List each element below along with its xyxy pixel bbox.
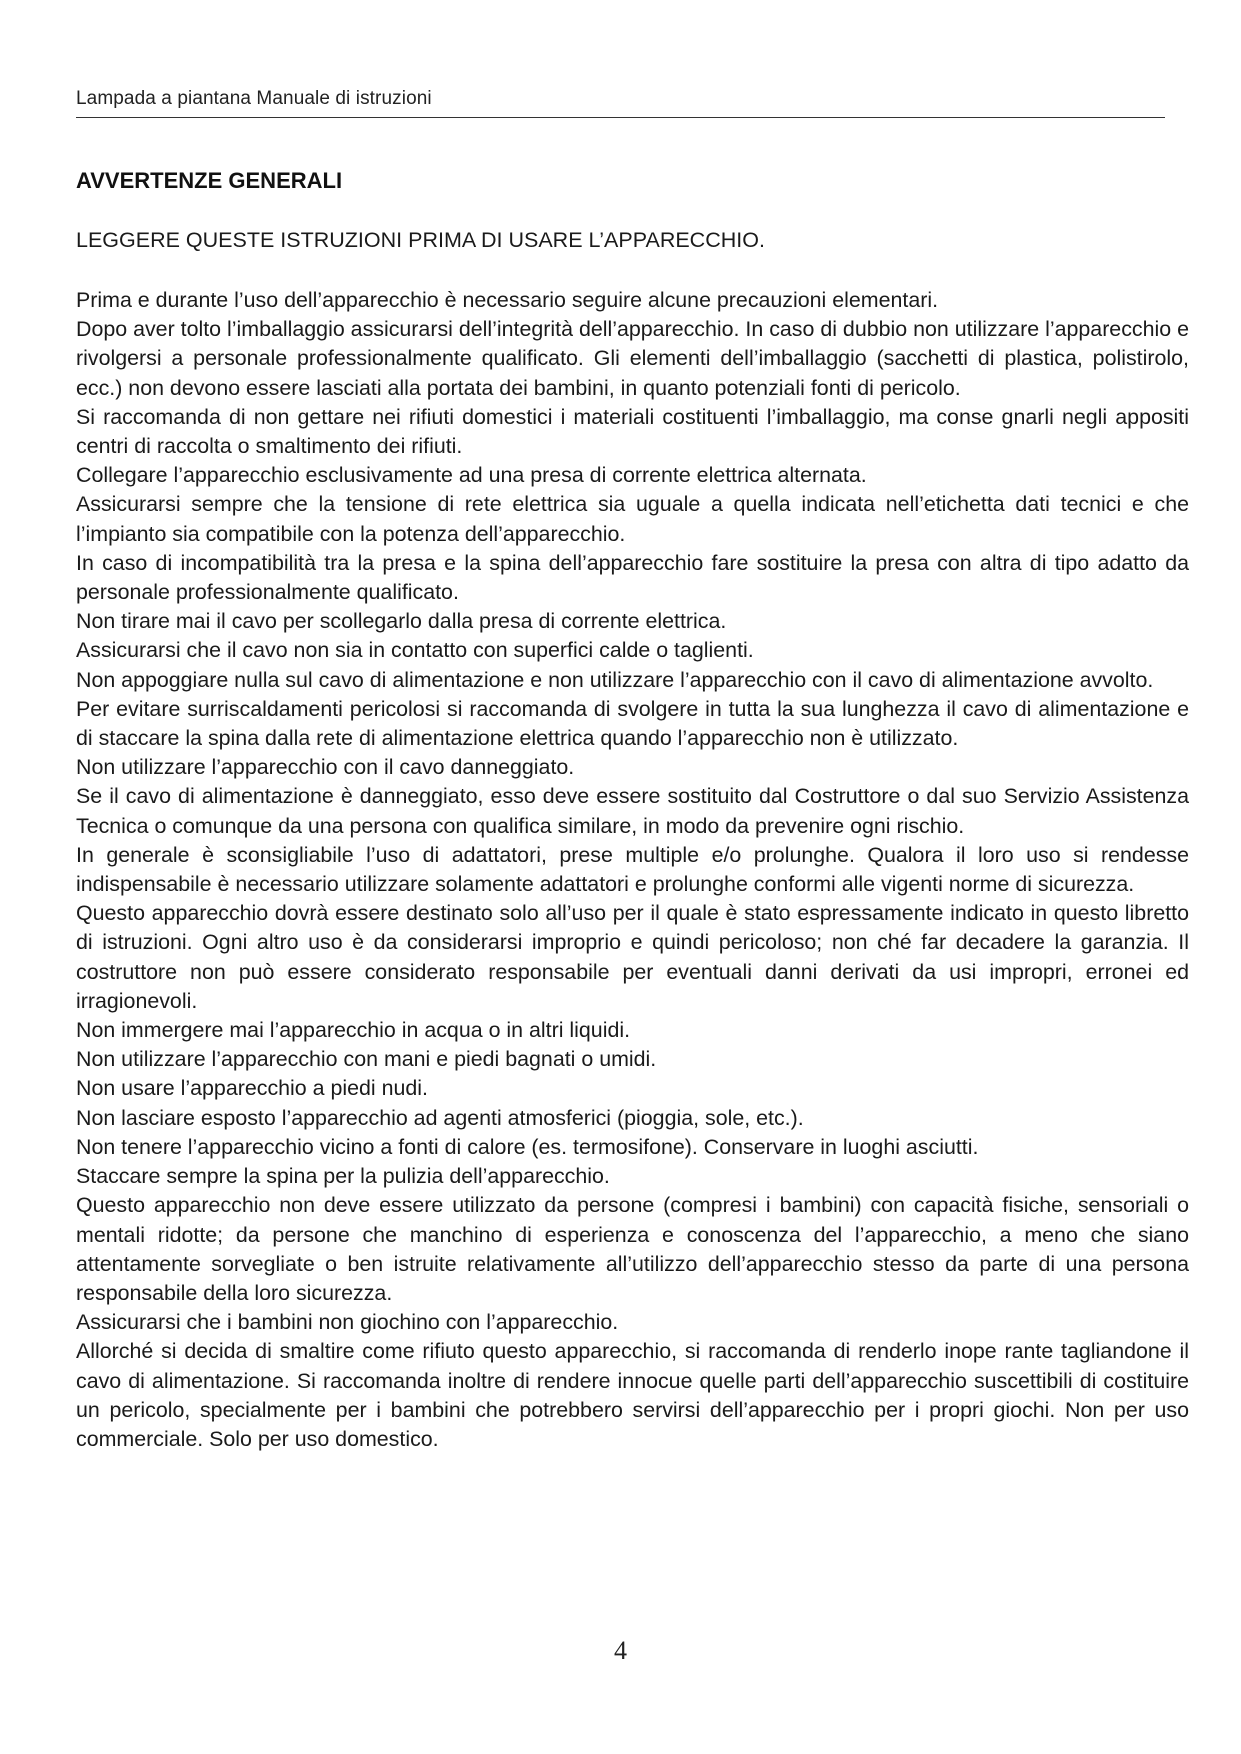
paragraph: Prima e durante l’uso dell’apparecchio è necessario seguire alcune precauzioni elementari. bbox=[76, 288, 939, 312]
paragraph: Per evitare surriscaldamenti pericolosi si raccomanda di svolgere in tutta la sua lunghezza il cavo di alimentazione e di staccare la spina dalla rete di alimentazione elettrica quando l’apparecchio non è utilizzato. bbox=[76, 696, 1189, 751]
paragraph: Staccare sempre la spina per la pulizia dell’apparecchio. bbox=[76, 1164, 610, 1189]
paragraph: In caso di incompatibilità tra la presa e la spina dell’apparecchio fare sostituire la presa con altra di tipo adatto da personale professionalmente qualificato. bbox=[76, 550, 1189, 605]
paragraph: Questo apparecchio non deve essere utilizzato da persone (compresi i bambini) con capacità fisiche, sensoriali o mentali ridotte; da persone che manchino di esperienza e conoscenza del l’apparecchio, a meno che siano attentamente sorvegliate o ben istruite relativamente all’utilizzo dell’apparecchio stesso da parte di una persona responsabile della loro sicurezza. bbox=[76, 1193, 1189, 1305]
paragraph: Non utilizzare l’apparecchio con il cavo danneggiato. bbox=[76, 755, 575, 780]
paragraph: In generale è sconsigliabile l’uso di adattatori, prese multiple e/o prolunghe. Qualora il loro uso si rendesse indispensabile è necessario utilizzare solamente adattatori e prolunghe conformi alle vigenti norme di sicurezza. bbox=[76, 842, 1189, 897]
warnings-body bbox=[76, 286, 1189, 1454]
paragraph: Collegare l’apparecchio esclusivamente ad una presa di corrente elettrica alternata. bbox=[76, 463, 867, 488]
section-title: AVVERTENZE GENERALI bbox=[76, 168, 343, 193]
header-divider bbox=[76, 117, 1165, 118]
paragraph: Non immergere mai l’apparecchio in acqua o in altri liquidi. bbox=[76, 1018, 631, 1043]
paragraph: Si raccomanda di non gettare nei rifiuti domestici i materiali costituenti l’imballaggio, ma conse gnarli negli appositi centri di raccolta o smaltimento dei rifiuti. bbox=[76, 404, 1189, 459]
paragraph: Dopo aver tolto l’imballaggio assicurarsi dell’integrità dell’apparecchio. In caso di dubbio non utilizzare l’apparecchio e rivolgersi a personale professionalmente qualificato. Gli elementi dell’imballaggio (sacchetti di plastica, polistirolo, ecc.) non devono essere lasciati alla portata dei bambini, in quanto potenziali fonti di pericolo. bbox=[76, 317, 1189, 400]
paragraph: Assicurarsi che i bambini non giochino con l’apparecchio. bbox=[76, 1310, 619, 1335]
paragraph: Non lasciare esposto l’apparecchio ad agenti atmosferici (pioggia, sole, etc.). bbox=[76, 1105, 804, 1130]
paragraph: Non tenere l’apparecchio vicino a fonti di calore (es. termosifone). Conservare in luoghi asciutti. bbox=[76, 1134, 979, 1159]
paragraph: Non tirare mai il cavo per scollegarlo dalla presa di corrente elettrica. bbox=[76, 609, 727, 634]
running-header: Lampada a piantana Manuale di istruzioni bbox=[76, 88, 432, 109]
paragraph: Questo apparecchio dovrà essere destinato solo all’uso per il quale è stato espressamente indicato in questo libretto di istruzioni. Ogni altro uso è da considerarsi improprio e quindi pericoloso; non ché far decadere la garanzia. Il costruttore non può essere considerato responsabile per eventuali danni derivati da usi impropri, erronei ed irragionevoli. bbox=[76, 901, 1189, 1013]
paragraph: Allorché si decida di smaltire come rifiuto questo apparecchio, si raccomanda di renderlo inope rante tagliandone il cavo di alimentazione. Si raccomanda inoltre di rendere innocue quelle parti dell’apparecchio suscettibili di costituire un pericolo, specialmente per i bambini che potrebbero servirsi dell’apparecchio per i propri giochi. Non per uso commerciale. Solo per uso domestico. bbox=[76, 1339, 1189, 1451]
paragraph: Non utilizzare l’apparecchio con mani e piedi bagnati o umidi. bbox=[76, 1047, 657, 1072]
paragraph: Non appoggiare nulla sul cavo di alimentazione e non utilizzare l’apparecchio con il cavo di alimentazione avvolto. bbox=[76, 667, 1154, 692]
paragraph: Assicurarsi che il cavo non sia in contatto con superfici calde o taglienti. bbox=[76, 638, 754, 663]
paragraph: Non usare l’apparecchio a piedi nudi. bbox=[76, 1076, 428, 1101]
paragraph: Assicurarsi sempre che la tensione di rete elettrica sia uguale a quella indicata nell’etichetta dati tecnici e che l’impianto sia compatibile con la potenza dell’apparecchio. bbox=[76, 492, 1189, 546]
instructions-subheading: LEGGERE QUESTE ISTRUZIONI PRIMA DI USARE L’APPARECCHIO. bbox=[76, 228, 765, 252]
page-number: 4 bbox=[614, 1636, 627, 1665]
paragraph: Se il cavo di alimentazione è danneggiato, esso deve essere sostituito dal Costruttore o dal suo Servizio Assistenza Tecnica o comunque da una persona con qualifica similare, in modo da prevenire ogni rischio. bbox=[76, 784, 1189, 838]
